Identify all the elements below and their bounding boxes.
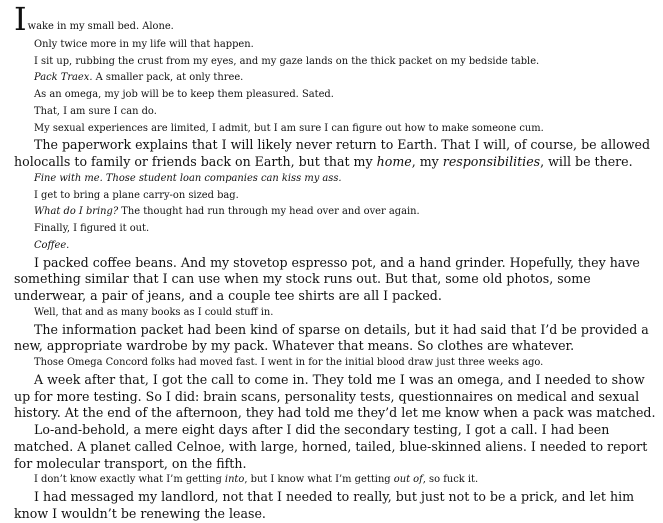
paragraph-11	[14, 221, 663, 238]
text-segment: The information packet had been kind of sparse on details, but it had said that I’d be provided a new, appropriate wardrobe by my pack. Whatever that means. So clothes are whatever.	[14, 321, 649, 354]
text-segment: , my	[411, 154, 443, 169]
drop-cap: I	[14, 0, 27, 38]
paragraph-16	[14, 355, 663, 372]
text-segment: , will be there.	[540, 154, 633, 169]
italic-segment: responsibilities	[442, 154, 541, 169]
paragraph-19	[14, 472, 663, 489]
italic-segment: out of	[393, 474, 423, 486]
text-segment: I don’t know exactly what I’m getting	[34, 474, 225, 486]
italic-segment: What do I bring?	[34, 206, 119, 218]
text-segment: Lo-and-behold, a mere eight days after I did the secondary testing, I got a call. I had been matched. A planet called Celnoe, with large, horned, tailed, blue-skinned aliens. I needed to report for molecular transport, on the fifth.	[14, 422, 648, 471]
text-segment: A week after that, I got the call to come in. They told me I was an omega, and I needed to show up for more testing. So I did: brain scans, personality tests, questionnaires on medical and sexual history. At the end of the afternoon, they had told me they’d let me know when a pack was matched.	[14, 371, 656, 421]
paragraph-1	[14, 37, 663, 54]
paragraph-18	[14, 422, 662, 472]
text-segment: A smaller pack, at only three.	[92, 72, 244, 84]
paragraph-12	[14, 238, 663, 255]
text-segment: , so fuck it.	[422, 474, 479, 486]
paragraph-15	[14, 322, 662, 356]
text-segment: I had messaged my landlord, not that I needed to really, but just not to be a prick, and let him know I wouldn’t be renewing the lease.	[14, 489, 635, 521]
italic-segment: into	[224, 474, 245, 486]
italic-segment: Fine with me. Those student loan companies can kiss my ass.	[34, 172, 342, 184]
paragraph-20	[14, 489, 662, 523]
text-segment: Those Omega Concord folks had moved fast. I went in for the initial blood draw just three weeks ago.	[34, 357, 544, 368]
text-segment: As an omega, my job will be to keep them pleasured. Sated.	[34, 89, 334, 100]
italic-segment: home	[376, 154, 412, 169]
paragraph-8	[14, 171, 663, 188]
text-segment: The paperwork explains that I will likely never return to Earth. That I will, of course, be allowed holocalls to family or friends back on Earth, but that my	[14, 137, 651, 169]
text-segment: Finally, I figured it out.	[34, 223, 150, 234]
text-segment: My sexual experiences are limited, I admit, but I am sure I can figure out how to make someone cum.	[34, 122, 544, 134]
text-segment: I sit up, rubbing the crust from my eyes, and my gaze lands on the thick packet on my bedside table.	[34, 55, 540, 67]
paragraph-5	[14, 104, 663, 121]
italic-segment: Coffee.	[34, 239, 70, 251]
paragraph-10	[14, 204, 663, 221]
text-segment: Only twice more in my life will that happen.	[34, 38, 254, 50]
paragraph-4	[14, 87, 663, 104]
paragraph-0	[14, 0, 663, 38]
paragraph-2	[14, 54, 663, 71]
paragraph-3	[14, 70, 663, 87]
paragraph-13	[14, 255, 662, 305]
text-segment: wake in my small bed. Alone.	[27, 21, 174, 32]
paragraph-14	[14, 305, 663, 322]
text-segment: , but I know what I’m getting	[244, 474, 394, 486]
paragraph-9	[14, 188, 663, 205]
paragraph-6	[14, 121, 663, 138]
text-segment: That, I am sure I can do.	[34, 105, 157, 117]
text-segment: Well, that and as many books as I could stuff in.	[34, 306, 274, 318]
paragraph-7	[14, 137, 662, 171]
text-segment: I get to bring a plane carry-on sized bag.	[34, 189, 239, 201]
text-segment: The thought had run through my head over and over again.	[118, 206, 420, 218]
italic-segment: Pack Traex.	[34, 72, 93, 84]
text-segment: I packed coffee beans. And my stovetop espresso pot, and a hand grinder. Hopefully, they have something similar that I can use when my stock runs out. But that, some old photos, some underwear, a pair of jeans, and a couple tee shirts are all I packed.	[14, 254, 640, 303]
paragraph-17	[14, 372, 662, 422]
